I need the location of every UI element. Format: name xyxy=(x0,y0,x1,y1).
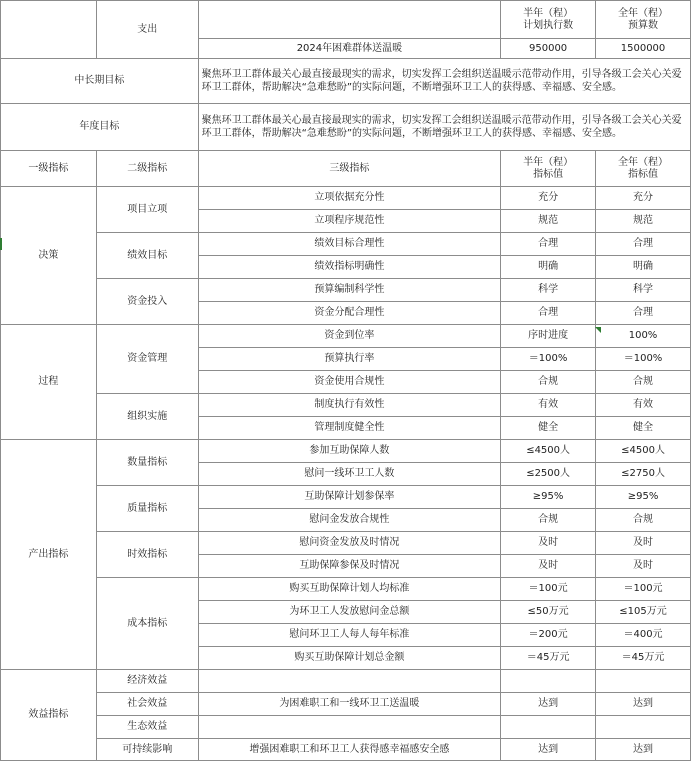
full-target-cell: 有效 xyxy=(596,394,691,417)
half-target-cell xyxy=(501,670,596,693)
cell-edge-marker xyxy=(0,238,2,250)
annual-goal-text: 聚焦环卫工群体最关心最直接最现实的需求，切实发挥工会组织送温暖示范带动作用，引导各级工会关心关爱环卫工群体，帮助解决“急难愁盼”的实际问题，不断增强环卫工人的获得感、幸福感、安全感。 xyxy=(198,104,690,151)
half-target-cell xyxy=(501,716,596,739)
half-target-cell: ≤4500人 xyxy=(501,440,596,463)
cell-comment-indicator xyxy=(595,327,601,333)
half-year-exec-value: 950000 xyxy=(501,39,596,59)
long-term-goal-text: 聚焦环卫工群体最关心最直接最现实的需求，切实发挥工会组织送温暖示范带动作用，引导各级工会关心关爱环卫工群体，帮助解决“急难愁盼”的实际问题，不断增强环卫工人的获得感、幸福感、安全感。 xyxy=(198,59,690,104)
full-target-cell: 科学 xyxy=(596,279,691,302)
full-target-cell xyxy=(596,716,691,739)
half-target-cell: 达到 xyxy=(501,739,596,761)
full-target-cell: ＝100元 xyxy=(596,578,691,601)
full-target-cell: ≤4500人 xyxy=(596,440,691,463)
full-target-cell: ≥95% xyxy=(596,486,691,509)
subgroup-performance-goal: 绩效目标 xyxy=(96,233,198,279)
half-target-header: 半年（程） 指标值 xyxy=(501,151,596,187)
full-target-cell: 达到 xyxy=(596,693,691,716)
subgroup-sustainable: 可持续影响 xyxy=(96,739,198,761)
indicator-cell: 资金到位率 xyxy=(198,325,500,348)
indicator-cell: 购买互助保障计划人均标准 xyxy=(198,578,500,601)
indicator-cell: 制度执行有效性 xyxy=(198,394,500,417)
half-target-cell: 合规 xyxy=(501,509,596,532)
indicator-cell: 慰问资金发放及时情况 xyxy=(198,532,500,555)
indicator-cell: 管理制度健全性 xyxy=(198,417,500,440)
half-target-cell: 有效 xyxy=(501,394,596,417)
full-target-cell: 100% xyxy=(596,325,691,348)
half-target-cell: ≤50万元 xyxy=(501,601,596,624)
subgroup-org-implementation: 组织实施 xyxy=(96,394,198,440)
full-target-cell: 合规 xyxy=(596,509,691,532)
half-target-cell: ＝200元 xyxy=(501,624,596,647)
full-year-budget-value: 1500000 xyxy=(596,39,691,59)
full-target-cell: 合理 xyxy=(596,233,691,256)
half-target-cell: 达到 xyxy=(501,693,596,716)
full-target-cell xyxy=(596,670,691,693)
full-target-cell: 合理 xyxy=(596,302,691,325)
indicator-cell xyxy=(198,716,500,739)
half-target-cell: 合理 xyxy=(501,233,596,256)
half-target-cell: ＝45万元 xyxy=(501,647,596,670)
corner-blank-cell xyxy=(1,1,97,59)
subgroup-social: 社会效益 xyxy=(96,693,198,716)
half-target-cell: 明确 xyxy=(501,256,596,279)
indicator-cell: 增强困难职工和环卫工人获得感幸福感安全感 xyxy=(198,739,500,761)
indicator-cell: 绩效指标明确性 xyxy=(198,256,500,279)
annual-goal-label: 年度目标 xyxy=(1,104,199,151)
indicator-cell: 慰问一线环卫工人数 xyxy=(198,463,500,486)
subgroup-fund-management: 资金管理 xyxy=(96,325,198,394)
level2-header: 二级指标 xyxy=(96,151,198,187)
full-target-cell: 及时 xyxy=(596,555,691,578)
full-target-cell: ≤2750人 xyxy=(596,463,691,486)
group-benefit: 效益指标 xyxy=(1,670,97,761)
subgroup-cost: 成本指标 xyxy=(96,578,198,670)
half-target-cell: ≤2500人 xyxy=(501,463,596,486)
indicator-cell: 为困难职工和一线环卫工送温暖 xyxy=(198,693,500,716)
subgroup-economic: 经济效益 xyxy=(96,670,198,693)
indicator-cell: 慰问金发放合规性 xyxy=(198,509,500,532)
half-target-cell: 科学 xyxy=(501,279,596,302)
indicator-cell: 为环卫工人发放慰问金总额 xyxy=(198,601,500,624)
full-target-cell: 达到 xyxy=(596,739,691,761)
half-target-cell: ＝100% xyxy=(501,348,596,371)
half-target-cell: 充分 xyxy=(501,187,596,210)
indicator-cell: 预算编制科学性 xyxy=(198,279,500,302)
subgroup-timeliness: 时效指标 xyxy=(96,532,198,578)
half-target-cell: 及时 xyxy=(501,555,596,578)
project-name: 2024年困难群体送温暖 xyxy=(198,39,500,59)
indicator-cell: 预算执行率 xyxy=(198,348,500,371)
full-target-cell: ≤105万元 xyxy=(596,601,691,624)
half-target-cell: ≥95% xyxy=(501,486,596,509)
group-decision: 决策 xyxy=(1,187,97,325)
indicator-cell: 互助保障计划参保率 xyxy=(198,486,500,509)
full-target-cell: ＝45万元 xyxy=(596,647,691,670)
full-target-cell: 充分 xyxy=(596,187,691,210)
full-target-cell: 合规 xyxy=(596,371,691,394)
half-target-cell: 序时进度 xyxy=(501,325,596,348)
indicator-cell: 购买互助保障计划总金额 xyxy=(198,647,500,670)
indicator-cell: 慰问环卫工人每人每年标准 xyxy=(198,624,500,647)
full-target-cell: 规范 xyxy=(596,210,691,233)
level3-header: 三级指标 xyxy=(198,151,500,187)
indicator-cell: 绩效目标合理性 xyxy=(198,233,500,256)
full-target-cell: 及时 xyxy=(596,532,691,555)
half-target-cell: 健全 xyxy=(501,417,596,440)
half-target-cell: 规范 xyxy=(501,210,596,233)
half-year-exec-header: 半年（程） 计划执行数 xyxy=(501,1,596,39)
half-target-cell: 及时 xyxy=(501,532,596,555)
indicator-cell: 立项依据充分性 xyxy=(198,187,500,210)
full-target-header: 全年（程） 指标值 xyxy=(596,151,691,187)
group-process: 过程 xyxy=(1,325,97,440)
indicator-cell: 参加互助保障人数 xyxy=(198,440,500,463)
indicator-cell: 资金使用合规性 xyxy=(198,371,500,394)
full-target-cell: 健全 xyxy=(596,417,691,440)
spend-label: 支出 xyxy=(96,1,198,59)
level1-header: 一级指标 xyxy=(1,151,97,187)
full-target-cell: ＝100% xyxy=(596,348,691,371)
half-target-cell: 合规 xyxy=(501,371,596,394)
full-year-budget-header: 全年（程） 预算数 xyxy=(596,1,691,39)
subgroup-ecological: 生态效益 xyxy=(96,716,198,739)
half-target-cell: 合理 xyxy=(501,302,596,325)
indicator-cell: 资金分配合理性 xyxy=(198,302,500,325)
full-target-cell: ＝400元 xyxy=(596,624,691,647)
project-name-header-blank xyxy=(198,1,500,39)
indicator-cell xyxy=(198,670,500,693)
subgroup-project-setup: 项目立项 xyxy=(96,187,198,233)
indicator-cell: 立项程序规范性 xyxy=(198,210,500,233)
long-term-goal-label: 中长期目标 xyxy=(1,59,199,104)
subgroup-quantity: 数量指标 xyxy=(96,440,198,486)
half-target-cell: ＝100元 xyxy=(501,578,596,601)
indicator-cell: 互助保障参保及时情况 xyxy=(198,555,500,578)
subgroup-quality: 质量指标 xyxy=(96,486,198,532)
group-output: 产出指标 xyxy=(1,440,97,670)
full-target-cell: 明确 xyxy=(596,256,691,279)
subgroup-fund-input: 资金投入 xyxy=(96,279,198,325)
